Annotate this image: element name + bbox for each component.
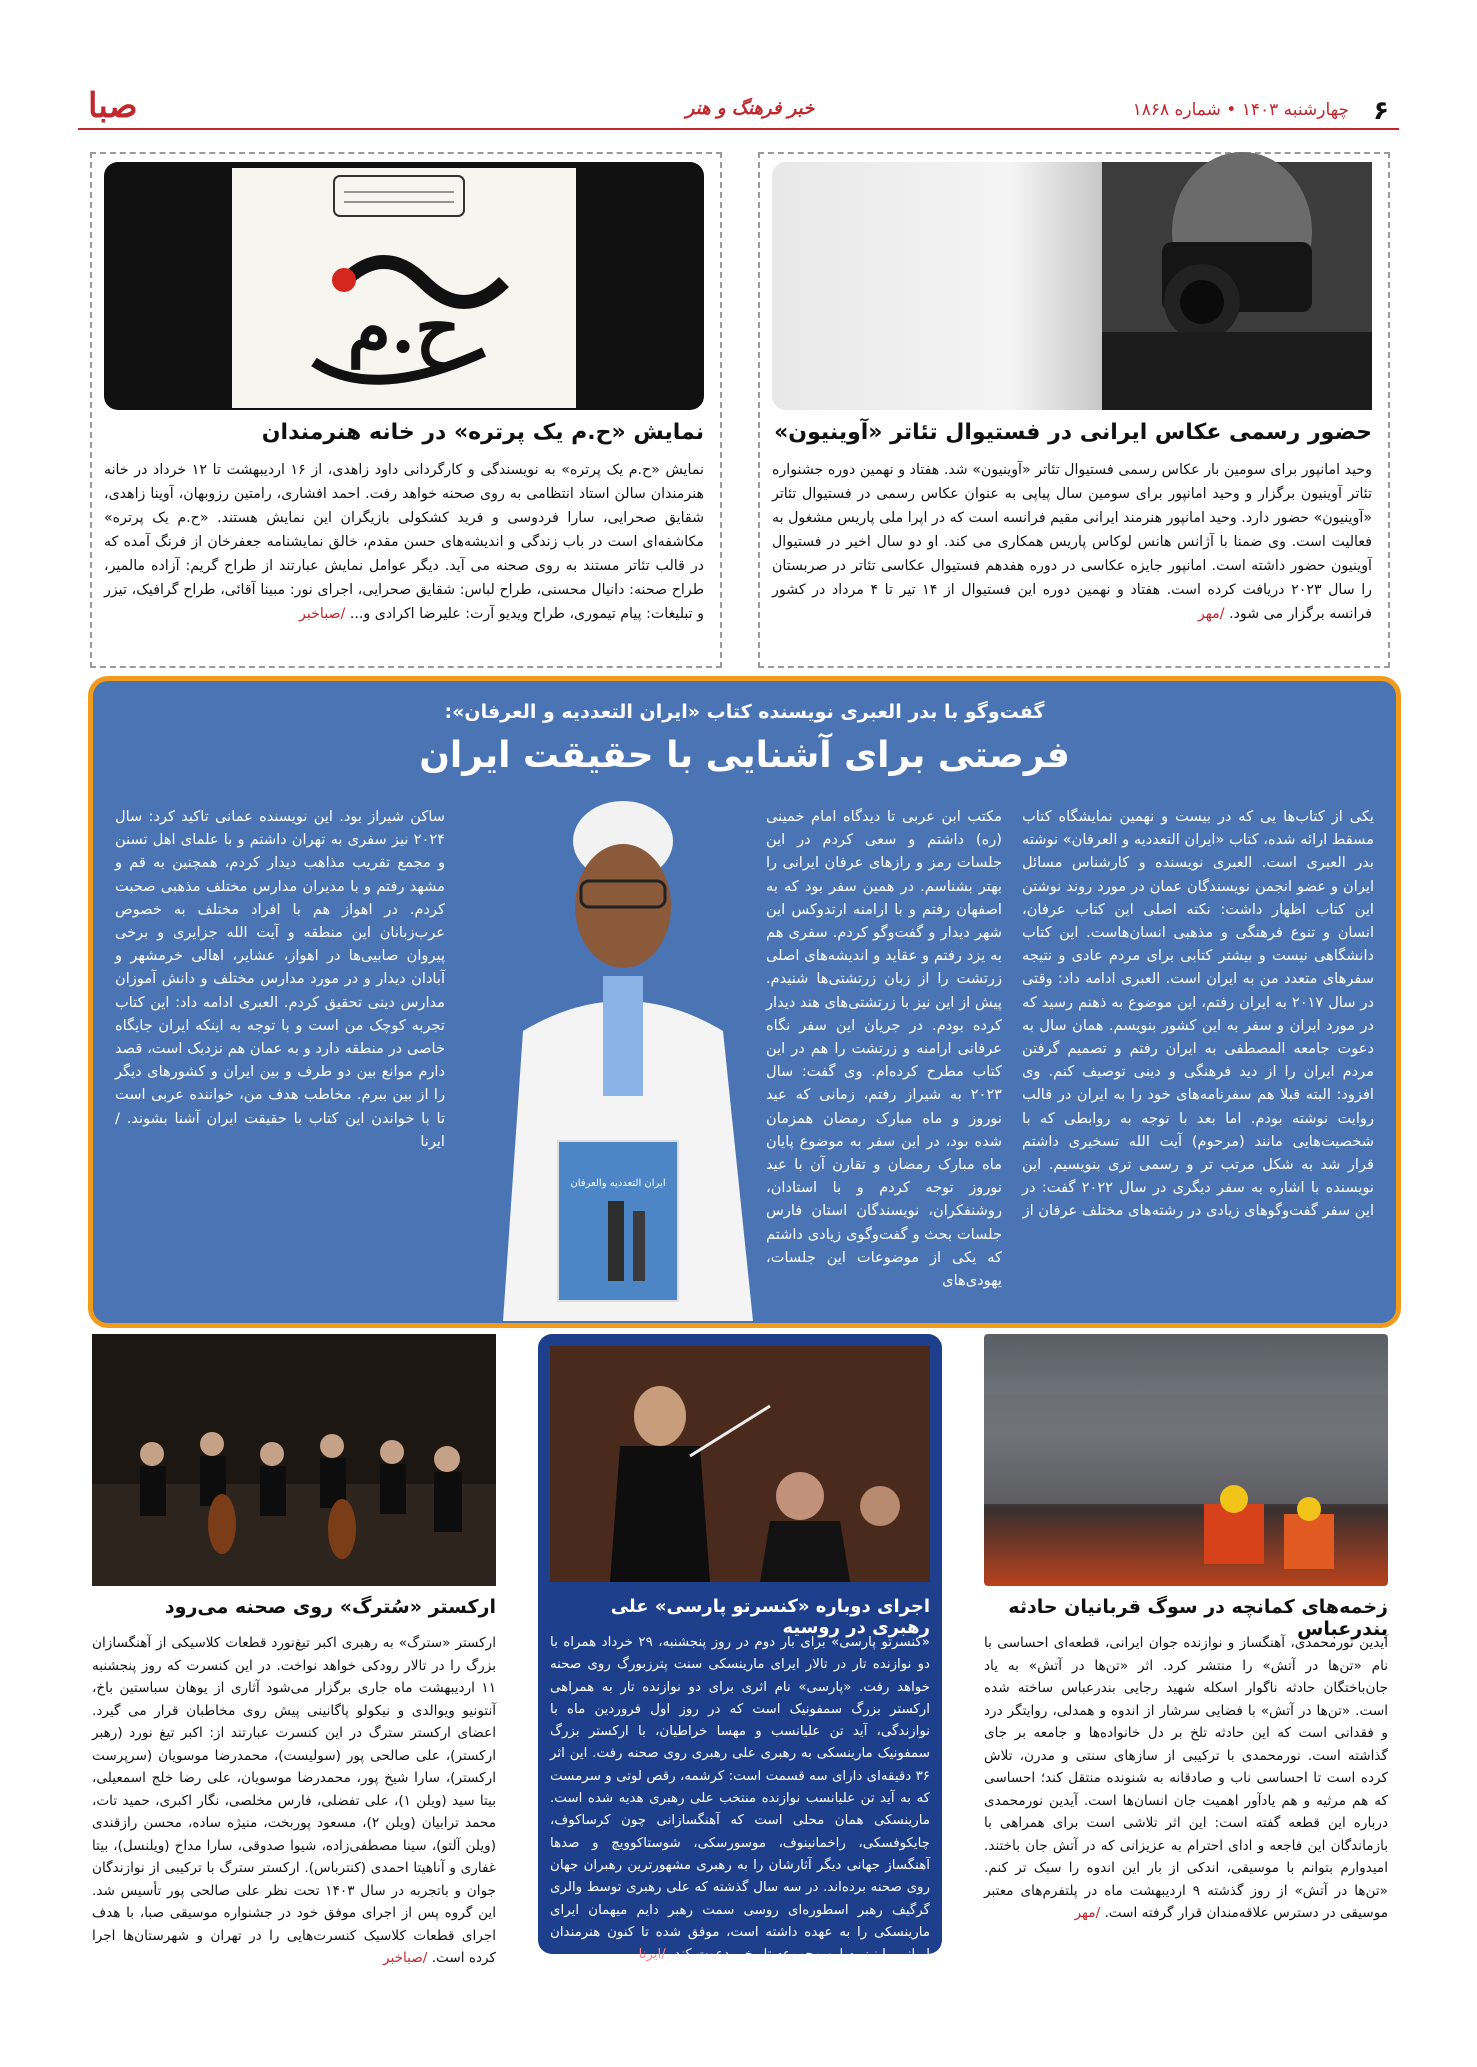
- body-photographer: [772, 458, 1372, 654]
- col-text: مکتب ابن عربی تا دیدگاه امام خمینی (ره) داشتم و سعی کردم در این جلسات رمز و رازهای عرفان ایرانی را بهتر بشناسم. در همین سفر بود که به اصفهان رفتم و با ارامنه ارتدوکس این شهر دیدار و گفت‌وگو کردم. سفری هم به یزد رفتم و عقاید و اندیشه‌های اصلی زرتشت را از زبان زرتشتی‌ها شنیدم. پیش از این نیز با زرتشتی‌های هند دیدار کرده بودم. در جریان این سفر نگاه عرفانی ارامنه و زرتشت را هم در این کتاب مطرح کرده‌ام. وی گفت: سال ۲۰۲۳ به شیراز رفتم، زمانی که عید نوروز و ماه مبارک رمضان همزمان شده بود، در این سفر به موضوع پایان ماه مبارک رمضان و تقارن آن با عید نوروز توجه کردم و با استادان، روشنفکران، نویسندگان استان فارس جلسات بحث و گفت‌وگوی زیادی داشتم که یکی از موضوعات این جلسات، یهودی‌های: [766, 808, 1002, 1290]
- body-concerto: [550, 1632, 930, 1963]
- interview-col-right: [1022, 805, 1374, 1305]
- author-image[interactable]: [463, 801, 763, 1321]
- book-cover-title: ایران التعددیه والعرفان: [570, 1178, 666, 1189]
- body-kamancheh: [984, 1632, 1388, 1952]
- header-rule: [78, 128, 1399, 130]
- col-text: یکی از کتاب‌ها یی که در بیست و نهمین نمایشگاه کتاب مسقط ارائه شده، کتاب «ایران التعددیه و العرفان» نوشته بدر العبری است. العبری نویسنده و کارشناس مسائل ایران و عضو انجمن نویسندگان عمان در مورد روند نوشتن این کتاب اظهار داشت: نکته اصلی این کتاب عرفان، انسان و تنوع فرهنگی و مذهبی انسان‌هاست. این کتاب دانشگاهی نیست و بیشتر کتابی برای مردم عادی و نتیجه سفرهای متعدد من به ایران است. العبری ادامه داد: وقتی در سال ۲۰۱۷ به ایران رفتم، این موضوع به ذهنم رسید که در مورد ایران و سفر به این کشور بنویسم. همان سال به دعوت جامعه المصطفی به ایران رفتم و تصمیم گرفتن مردم ایران را از دید فرهنگی و دینی توصیف کنم. وی افزود: البته قبلا هم سفرنامه‌های خود را به ایران در قالب روایت نوشته بودم. اما بعد با توجه به روابطی که با شخصیت‌هایی مانند (مرحوم) آیت الله تسخیری داشتم قرار شد به شکل مرتب تر و رسمی تری بنویسیم. این نویسنده با اشاره به سفر دیگری در سال ۲۰۲۲ گفت: در این سفر گفت‌وگوهای زیادی در رشته‌های مختلف عرفان از: [1022, 808, 1374, 1220]
- fire-icon: [984, 1334, 1388, 1586]
- source-label: /ایرنا: [115, 1109, 445, 1150]
- source-label: /صباخبر: [299, 606, 346, 622]
- interview-col-middle: [766, 805, 1002, 1305]
- headline-photographer: حضور رسمی عکاس ایرانی در فستیوال تئاتر «آوینیون»: [774, 420, 1372, 445]
- dateline: چهارشنبه ۱۴۰۳ • شماره ۱۸۶۸: [1132, 100, 1349, 120]
- source-label: /مهر: [1074, 1905, 1101, 1921]
- headline-concerto: اجرای دوباره «کنسرتو پارسی» علی رهبری در روسیه: [610, 1596, 930, 1638]
- page-number: ۶: [1373, 96, 1389, 126]
- source-label: /صباخبر: [382, 1950, 428, 1966]
- col-text: ساکن شیراز بود. این نویسنده عمانی تاکید کرد: سال ۲۰۲۴ نیز سفری به تهران داشتم و با علمای اهل تسنن و مجمع تقریب مذاهب دیدار کردم، همچنین به قم و مشهد رفتم و با مدیران مدارس مختلف مذهبی صحبت کردم. در اهواز هم با افراد مختلف به خصوص عرب‌زبانان این منطقه و آیت الله جزایری و برخی پیروان صابیی‌ها در اهواز، عشایر، اهالی خرمشهر و آبادان دیدار و در مورد مدارس مختلف و دانش آموزان مدارس دینی تحقیق کردم. العبری ادامه داد: این کتاب تجربه کوچک من است و با توجه به اینکه ایران جایگاه خاصی در منطقه دارد و به عمان هم نزدیک است، قصد دارم موانع بین دو طرف و بین ایران و کشورهای دیگر را از بین ببرم. مخاطب هدف من، خواننده عربی است تا با خواندن این کتاب با حقیقت ایران آشنا بشوند.: [115, 808, 446, 1127]
- headline-kamancheh: زخمه‌های کمانچه در سوگ قربانیان حادثه بندرعباس: [1008, 1596, 1388, 1640]
- orchestra-image[interactable]: [92, 1334, 496, 1586]
- headline-play: نمایش «ح.م یک پرتره» در خانه هنرمندان: [261, 420, 704, 445]
- interview-col-left: [115, 805, 445, 1305]
- orchestra-icon: [92, 1334, 496, 1586]
- body-text: ارکستر «سترگ» به رهبری اکبر تیغ‌نورد قطعات کلاسیکی از آهنگسازان بزرگ را در تالار رودکی خواهد نواخت. در این کنسرت که روز پنجشنبه ۱۱ اردیبهشت ماه جاری برگزار می‌شود آثاری از یوهان سباستین باخ، آنتونیو ویوالدی و نیکولو پاگانینی پیش روی مخاطبان قرار می‌ گیرد. اعضای ارکستر سترگ در این کنسرت عبارتند از: اکبر تیغ نورد (رهبر ارکستر)، علی صالحی پور (سولیست)، محمدرضا موسویان (سرپرست ارکستر)، سارا شیخ پور، محمدرضا موسویان، علی رضا خلج اسمعیلی، بیتا سید (ویلن ۱)، علی تفضلی، فارس مخلصی، نگار اکبری، حمید تات، محمد ترابیان (ویلن ۲)، مسعود پوربخت، منیژه ساده، محسن رازقندی (ویلن آلتو)، سینا مصطفی‌زاده، شیوا صدوقی، سارا مداح (ویلنسل)، بیتا غفاری و آناهیتا احمدی (کنترباس). ارکستر سترگ با ترکیبی از نوازندگان جوان و باتجربه در سال ۱۴۰۳ تحت نظر علی صالحی پور تأسیس شد. این گروه پس از اجرای موفق خود در جشنواره موسیقی صبا، با هدف اجرای قطعات کلاسیک کنسرت‌هایی را در تهران و شهرستان‌ها اجرا کرده است.: [92, 1635, 496, 1966]
- fire-aftermath-image[interactable]: [984, 1334, 1388, 1586]
- author-holding-book-icon: [463, 801, 763, 1321]
- source-label: /ایرنا: [638, 1947, 666, 1963]
- source-label: /مهر: [1197, 606, 1225, 622]
- body-text: «کنسرتو پارسی» برای بار دوم در روز پنجشنبه، ۲۹ خرداد همراه با دو نوازنده تار در تالار ایرای مارینسکی سنت پترزبورگ روی صحنه خواهد رفت. «پارسی» نام اثری برای دو نوازنده تار به همراهی ارکستر بزرگ سمفونیک است که در روز اول فروردین ماه با نوازندگی، آید تن علیانسب و مهسا خراطیان، با ارکستر بزرگ سمفونیک مارینسکی به رهبری علی رهبری روی صحنه رفت. این اثر ۳۶ دقیقه‌ای دارای سه قسمت است: کرشمه، رقص لوتی و سرمست که به آید تن علیانسب نوازنده منتخب علی رهبری هدیه شده است. مارینسکی همان محلی است که آهنگسازانی چون کرساکوف، چایکوفسکی، راخمانینوف، موسورسکی، شوستاکوویچ و صدها آهنگساز جهانی دیگر آثارشان را به رهبری مشهورترین رهبران جهان روی صحنه برده‌اند. در سه سال گذشته که علی رهبری توسط والری گرگیف رهبر اسطوره‌ای روسی سمت رهبر دایم میهمان ایرای مارینسکی را به عهده داشته است، موفق شده تا کنون هنرمندان ایرانی را نیز به این مجموعه تاریخی دعوت کند.: [550, 1635, 930, 1963]
- conductor-icon: [550, 1346, 930, 1582]
- play-poster-image[interactable]: [104, 162, 704, 410]
- body-text: آیدین نورمحمدی، آهنگساز و نوازنده جوان ایرانی، قطعه‌ای احساسی با نام «تن‌ها در آتش» را منتشر کرد. اثر «تن‌ها در آتش» به یاد جان‌باختگان حادثه ناگوار اسکله شهید رجایی بندرعباس ساخته شده است. «تن‌ها در آتش» با فضایی سرشار از اندوه و همدلی، روایتگر درد و فقدانی است که این حادثه تلخ بر دل خانواده‌ها و جامعه بر جای گذاشته است. نورمحمدی با ترکیبی از سازهای سنتی و مدرن، تلاش کرده است تا احساسی ناب و صادقانه به شنونده منتقل کند؛ احساسی که هم مرثیه و هم یادآور اهمیت جان انسان‌ها است. آیدین نورمحمدی درباره این قطعه گفته است: این اثر تلاشی است برای همراهی با بازماندگان این فاجعه و ادای احترام به عزیزانی که در آتش جان باختند. امیدوارم بتوانم با موسیقی، اندکی از بار این اندوه را سبک تر کنم. «تن‌ها در آتش» از روز گذشته ۹ اردیبهشت ماه در پلتفرم‌های معتبر موسیقی در دسترس علاقه‌مندان قرار گرفته است.: [984, 1635, 1388, 1921]
- camera-icon: [772, 162, 1372, 410]
- body-text: نمایش «ح.م یک پرتره» به نویسندگی و کارگردانی داود زاهدی، از ۱۶ اردیبهشت تا ۱۲ خرداد در خانه هنرمندان سالن استاد انتظامی به روی صحنه خواهد رفت. احمد افشاری، رامتین رزوبهان، آوینا زاهدی، شقایق صحرایی، سارا فردوسی و فرید کشکولی بازیگران این نمایش هستند. «ح.م یک پرتره» مکاشفه‌ای است در باب زندگی و اندیشه‌های حسن مقدم، خالق نمایشنامه جعفرخان از فرنگ آمده که در قالب تئاتر مستند به روی صحنه می آید. دیگر عوامل نمایش عبارتند از طراح گریم: آزاده مالمیر، طراح صحنه: دانیال محسنی، طراح لباس: شقایق صحرایی، اجرای نور: مبینا آقائی، طراح گرافیک، تیزر و تبلیغات: پیام تیموری، طراح ویدیو آرت: علیرضا اکرادی و...: [104, 462, 704, 622]
- interview-kicker: گفت‌وگو با بدر العبری نویسنده کتاب «ایران التعددیه و العرفان»:: [444, 701, 1045, 723]
- typewriter-poster-icon: [104, 162, 704, 410]
- body-play: [104, 458, 704, 654]
- poster-title: ح.م: [347, 286, 461, 369]
- section-title: خبر فرهنگ و هنر: [685, 98, 815, 119]
- photographer-image[interactable]: [772, 162, 1372, 410]
- interview-box: [88, 676, 1401, 1328]
- conductor-image[interactable]: [550, 1346, 930, 1582]
- body-text: وحید امانپور برای سومین بار عکاس رسمی فستیوال تئاتر «آوینیون» شد. هفتاد و نهمین دوره جشنواره تئاتر آوینیون برگزار و وحید امانپور برای سومین سال پیاپی به عنوان عکاس رسمی در فستیوال تئاتر «آوینیون» حضور دارد. وحید امانپور هنرمند ایرانی مقیم فرانسه است که در اپرا ملی پاریس مشغول به فعالیت است. وی ضمنا با آژانس هانس لوکاس پاریس همکاری می کند. او دو سال اخیر در فستیوال آوینیون حضور داشته است. امانپور جایزه عکاسی در دوره هفدهم فستیوال عکاسی تئاتر در صربستان را سال ۲۰۲۳ دریافت کرده است. هفتاد و نهمین دوره این فستیوال از ۱۴ تیر تا ۴ مرداد در کشور فرانسه برگزار می شود.: [772, 462, 1373, 622]
- headline-sotorg: ارکستر «سُترگ» روی صحنه می‌رود: [164, 1596, 496, 1618]
- body-sotorg: [92, 1632, 496, 1966]
- newspaper-logo[interactable]: صبا: [88, 86, 138, 126]
- interview-title: فرصتی برای آشنایی با حقیقت ایران: [419, 735, 1070, 776]
